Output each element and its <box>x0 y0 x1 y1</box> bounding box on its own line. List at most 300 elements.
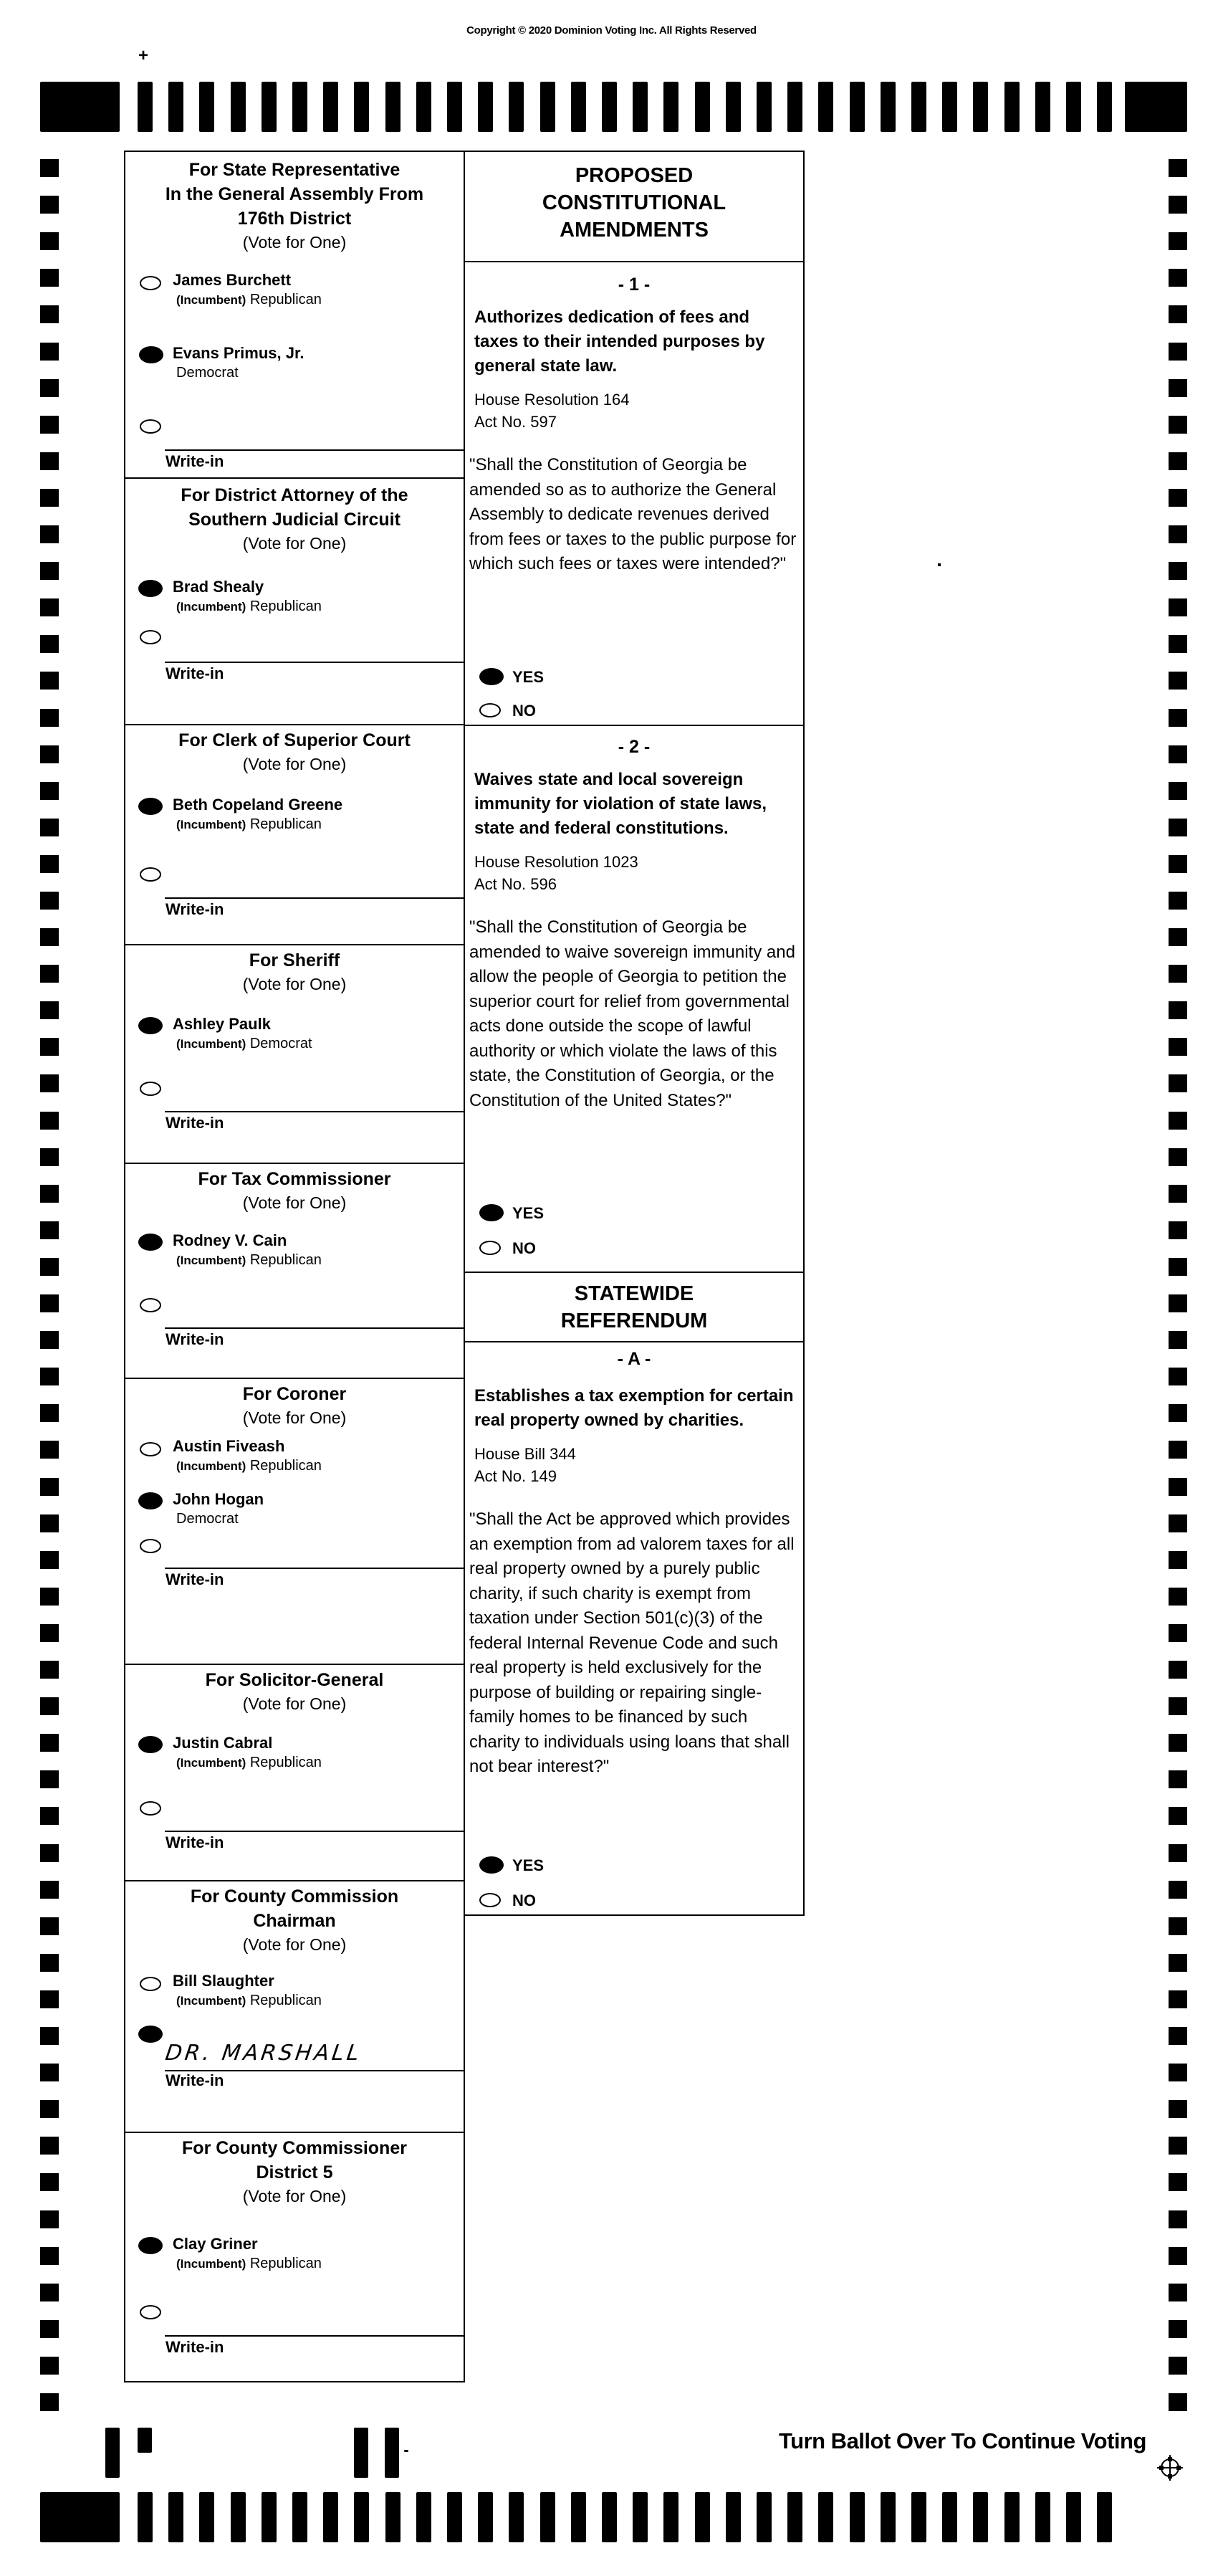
timing-mark <box>1169 2064 1187 2081</box>
write-in-label: Write-in <box>166 900 224 918</box>
timing-mark <box>726 82 741 132</box>
timing-mark <box>40 1478 59 1496</box>
timing-mark <box>40 82 120 132</box>
vote-for-instruction: (Vote for One) <box>242 1193 347 1212</box>
timing-mark <box>1169 1551 1187 1569</box>
question-reference: House Bill 344 <box>474 1445 576 1463</box>
vote-for-instruction: (Vote for One) <box>242 1408 347 1427</box>
timing-mark <box>1169 2173 1187 2191</box>
candidate-name: Beth Copeland Greene <box>173 796 343 814</box>
write-in-oval[interactable] <box>140 2305 161 2319</box>
question-reference: Act No. 149 <box>474 1467 557 1485</box>
contest-title-line: For State Representative <box>188 160 401 180</box>
question-number: - A - <box>617 1349 651 1369</box>
copyright-notice: Copyright © 2020 Dominion Voting Inc. All Rights Reserved <box>466 24 757 37</box>
timing-mark <box>973 2492 988 2542</box>
write-in-line[interactable] <box>165 662 464 663</box>
timing-mark <box>942 82 957 132</box>
timing-mark <box>1169 1074 1187 1092</box>
party-label: Republican <box>249 1252 322 1268</box>
contest-title-line: Chairman <box>253 1911 336 1931</box>
header-line: STATEWIDE <box>574 1282 694 1305</box>
timing-mark <box>40 1514 59 1532</box>
timing-mark <box>385 2428 399 2478</box>
timing-mark <box>1169 452 1187 470</box>
question-reference: House Resolution 1023 <box>474 853 638 871</box>
question-amendment-1 <box>465 261 803 725</box>
timing-mark <box>1169 1112 1187 1130</box>
timing-mark <box>40 709 59 727</box>
timing-mark <box>1035 2492 1050 2542</box>
write-in-oval[interactable] <box>140 419 161 434</box>
timing-mark <box>540 2492 555 2542</box>
option-label: YES <box>512 1856 545 1874</box>
timing-mark <box>168 2492 183 2542</box>
contest-county-commission-chairman <box>125 1880 464 2132</box>
write-in-oval[interactable] <box>140 630 161 644</box>
incumbent-label: (Incumbent) <box>176 818 246 831</box>
timing-mark <box>40 1294 59 1312</box>
timing-mark <box>911 2492 926 2542</box>
timing-mark <box>40 1661 59 1679</box>
timing-mark <box>40 2357 59 2375</box>
timing-mark <box>1169 1917 1187 1935</box>
incumbent-label: (Incumbent) <box>176 1756 246 1770</box>
incumbent-label: (Incumbent) <box>176 1459 246 1473</box>
write-in-line[interactable] <box>165 897 464 899</box>
candidate-primus <box>173 343 304 382</box>
oval-no[interactable] <box>479 1893 501 1907</box>
party-label: Republican <box>249 1993 322 2008</box>
timing-mark <box>40 2320 59 2338</box>
timing-mark <box>323 2492 338 2542</box>
timing-mark <box>40 2393 59 2411</box>
candidate-shealy <box>173 577 322 616</box>
timing-mark <box>40 2027 59 2045</box>
vote-for-instruction: (Vote for One) <box>242 534 347 553</box>
candidate-hogan <box>173 1489 264 1528</box>
contest-title-line: In the General Assembly From <box>165 184 424 204</box>
write-in-handwritten-value[interactable]: DR. MARSHALL <box>163 2041 364 2066</box>
timing-mark <box>1169 1185 1187 1203</box>
timing-mark <box>1169 2393 1187 2411</box>
timing-mark <box>40 196 59 214</box>
party-label: Republican <box>249 598 322 614</box>
candidate-oval-fiveash[interactable] <box>140 1442 161 1456</box>
oval-no[interactable] <box>479 703 501 717</box>
timing-mark <box>40 672 59 690</box>
timing-mark <box>1169 159 1187 177</box>
incumbent-label: (Incumbent) <box>176 600 246 614</box>
timing-mark <box>40 1368 59 1385</box>
write-in-oval[interactable] <box>140 867 161 882</box>
candidate-contests-column <box>124 151 465 2382</box>
candidate-greene <box>173 795 342 834</box>
timing-mark <box>199 82 214 132</box>
timing-mark <box>1169 1588 1187 1606</box>
timing-mark <box>40 965 59 983</box>
timing-mark <box>40 343 59 361</box>
candidate-oval-shealy-marked[interactable] <box>138 580 163 597</box>
timing-mark <box>1169 819 1187 836</box>
contest-title-line: For County Commissioner <box>182 2138 407 2158</box>
timing-mark <box>1169 1990 1187 2008</box>
timing-mark <box>478 2492 493 2542</box>
timing-mark <box>1169 1697 1187 1715</box>
timing-mark <box>138 82 153 132</box>
timing-mark <box>1169 1404 1187 1422</box>
timing-mark <box>973 82 988 132</box>
timing-mark <box>40 562 59 580</box>
timing-mark <box>168 82 183 132</box>
timing-mark <box>1169 2284 1187 2301</box>
timing-mark <box>1169 2320 1187 2338</box>
timing-mark <box>1035 82 1050 132</box>
timing-mark <box>1169 2247 1187 2265</box>
timing-mark <box>1169 525 1187 543</box>
timing-mark <box>404 2450 408 2452</box>
timing-mark <box>40 2210 59 2228</box>
contest-title-line: For Sheriff <box>249 950 340 970</box>
candidate-cain <box>173 1231 322 1270</box>
incumbent-label: (Incumbent) <box>176 2257 246 2271</box>
timing-mark <box>138 2492 153 2542</box>
timing-mark <box>663 82 678 132</box>
timing-mark <box>40 1074 59 1092</box>
timing-mark <box>354 2428 368 2478</box>
contest-title-line: Southern Judicial Circuit <box>188 510 401 530</box>
timing-mark <box>1066 2492 1081 2542</box>
timing-mark <box>602 2492 617 2542</box>
timing-mark <box>262 2492 277 2542</box>
incumbent-label: (Incumbent) <box>176 1037 246 1051</box>
write-in-label: Write-in <box>166 2071 224 2089</box>
timing-mark <box>40 1624 59 1642</box>
timing-mark <box>40 1697 59 1715</box>
timing-mark <box>40 1404 59 1422</box>
write-in-label: Write-in <box>166 1570 224 1588</box>
header-line: AMENDMENTS <box>560 219 709 242</box>
timing-mark <box>40 1148 59 1166</box>
header-line: CONSTITUTIONAL <box>542 191 726 214</box>
candidate-oval-slaughter[interactable] <box>140 1977 161 1991</box>
contest-district-attorney <box>125 477 464 724</box>
timing-mark <box>850 2492 865 2542</box>
timing-mark <box>385 2492 401 2542</box>
option-label: NO <box>512 1892 536 1909</box>
candidate-fiveash <box>173 1436 322 1476</box>
party-label: Republican <box>249 816 322 832</box>
timing-mark <box>40 819 59 836</box>
timing-mark <box>385 82 401 132</box>
timing-mark <box>633 82 648 132</box>
vote-for-instruction: (Vote for One) <box>242 1694 347 1713</box>
question-summary: Waives state and local sovereign immunity for violation of state laws, state and federal constitutions. <box>474 770 767 838</box>
party-label: Republican <box>249 2256 322 2271</box>
oval-yes-marked[interactable] <box>479 668 504 685</box>
write-in-oval[interactable] <box>140 1539 161 1553</box>
timing-mark <box>1004 2492 1020 2542</box>
timing-mark <box>881 82 896 132</box>
write-in-oval-marked[interactable] <box>138 2026 163 2043</box>
timing-mark <box>1169 2357 1187 2375</box>
timing-mark <box>1125 82 1187 132</box>
timing-mark <box>105 2428 120 2478</box>
timing-mark <box>1169 2210 1187 2228</box>
timing-mark <box>1169 709 1187 727</box>
candidate-oval-cabral-marked[interactable] <box>138 1736 163 1753</box>
timing-mark <box>1169 1441 1187 1459</box>
question-amendment-2 <box>465 725 803 1272</box>
question-referendum-a <box>465 1341 803 1916</box>
candidate-oval-hogan-marked[interactable] <box>138 1492 163 1509</box>
party-label: Republican <box>249 1458 322 1474</box>
timing-mark <box>1169 305 1187 323</box>
timing-mark <box>40 2137 59 2155</box>
timing-mark <box>1169 1478 1187 1496</box>
candidate-cabral <box>173 1733 322 1773</box>
timing-mark <box>1169 1331 1187 1349</box>
candidate-name: Clay Griner <box>173 2235 258 2253</box>
timing-mark <box>40 782 59 800</box>
party-label: Democrat <box>249 1036 312 1051</box>
party-label: Republican <box>249 292 322 307</box>
timing-mark <box>40 1734 59 1752</box>
contest-title-line: 176th District <box>237 209 352 229</box>
candidate-paulk <box>173 1014 312 1054</box>
timing-mark <box>942 2492 957 2542</box>
timing-mark <box>199 2492 214 2542</box>
contest-title-line: For Coroner <box>242 1384 347 1404</box>
timing-mark <box>1169 1844 1187 1862</box>
timing-mark <box>40 928 59 946</box>
timing-mark <box>1169 1038 1187 1056</box>
timing-mark <box>40 745 59 763</box>
write-in-line[interactable] <box>165 1568 464 1569</box>
timing-mark <box>540 82 555 132</box>
timing-mark <box>323 82 338 132</box>
timing-mark <box>1169 1294 1187 1312</box>
write-in-label: Write-in <box>166 2338 224 2356</box>
timing-mark <box>633 2492 648 2542</box>
timing-mark <box>138 2428 152 2453</box>
candidate-name: Bill Slaughter <box>173 1972 274 1990</box>
timing-mark <box>1169 379 1187 397</box>
timing-mark <box>1169 745 1187 763</box>
oval-yes-marked[interactable] <box>479 1204 504 1221</box>
timing-mark <box>726 2492 741 2542</box>
timing-mark <box>818 82 833 132</box>
candidate-name: Evans Primus, Jr. <box>173 344 304 362</box>
timing-mark <box>40 525 59 543</box>
candidate-name: Rodney V. Cain <box>173 1231 287 1249</box>
timing-mark <box>416 2492 431 2542</box>
write-in-oval[interactable] <box>140 1298 161 1312</box>
timing-mark <box>40 2284 59 2301</box>
option-label: YES <box>512 1204 545 1222</box>
question-summary: Establishes a tax exemption for certain real property owned by charities. <box>474 1386 794 1430</box>
timing-mark <box>40 2100 59 2118</box>
candidate-name: Brad Shealy <box>173 578 264 596</box>
timing-mark <box>602 82 617 132</box>
candidate-burchett <box>173 270 322 310</box>
incumbent-label: (Incumbent) <box>176 293 246 307</box>
write-in-line[interactable] <box>165 449 464 451</box>
option-label: YES <box>512 668 545 686</box>
candidate-name: Ashley Paulk <box>173 1015 271 1033</box>
contest-coroner <box>125 1378 464 1664</box>
timing-mark <box>1169 1148 1187 1166</box>
question-number: - 2 - <box>618 737 651 757</box>
timing-mark <box>1169 855 1187 873</box>
timing-mark <box>1066 82 1081 132</box>
timing-mark <box>1097 82 1112 132</box>
party-label: Democrat <box>176 1511 239 1527</box>
candidate-slaughter <box>173 1971 322 2010</box>
question-summary: Authorizes dedication of fees and taxes to their intended purposes by general state law. <box>474 307 765 376</box>
timing-mark <box>911 82 926 132</box>
candidate-oval-griner-marked[interactable] <box>138 2237 163 2254</box>
timing-mark <box>1169 782 1187 800</box>
timing-mark <box>447 2492 462 2542</box>
timing-mark <box>40 305 59 323</box>
contest-clerk-superior-court <box>125 724 464 944</box>
timing-mark <box>40 269 59 287</box>
timing-mark <box>40 1221 59 1239</box>
timing-mark <box>1169 1954 1187 1972</box>
question-reference: Act No. 597 <box>474 413 557 431</box>
timing-mark <box>40 2064 59 2081</box>
candidate-oval-greene-marked[interactable] <box>138 798 163 815</box>
timing-mark <box>40 452 59 470</box>
party-label: Republican <box>249 1755 322 1770</box>
timing-mark <box>40 1551 59 1569</box>
timing-mark <box>509 82 524 132</box>
timing-mark <box>509 2492 524 2542</box>
timing-mark <box>40 635 59 653</box>
question-reference: House Resolution 164 <box>474 391 630 409</box>
timing-mark <box>40 1954 59 1972</box>
question-text: "Shall the Act be approved which provides an exemption from ad valorem taxes for all real property owned by a purely public charity, if such charity is exempt from taxation under Section 501(c)(3) of the federal Internal Revenue Code and such real property is held exclusively for the purpose of building or repairing single-family homes to be financed by such charity to individuals using loans that shall not bear interest?" <box>469 1509 795 1776</box>
candidate-oval-primus-marked[interactable] <box>139 346 163 363</box>
candidate-name: James Burchett <box>173 271 292 289</box>
timing-mark <box>40 232 59 250</box>
timing-mark <box>40 1844 59 1862</box>
timing-mark <box>40 892 59 910</box>
timing-mark <box>1169 562 1187 580</box>
vote-for-instruction: (Vote for One) <box>242 233 347 252</box>
question-number: - 1 - <box>618 275 651 295</box>
contest-title-line: For Solicitor-General <box>205 1670 384 1690</box>
timing-mark <box>292 2492 307 2542</box>
candidate-name: Austin Fiveash <box>173 1437 285 1455</box>
timing-mark <box>1169 1734 1187 1752</box>
timing-mark <box>40 1331 59 1349</box>
timing-mark <box>1097 2492 1112 2542</box>
write-in-label: Write-in <box>166 452 224 470</box>
timing-mark <box>1169 635 1187 653</box>
timing-mark <box>40 1881 59 1899</box>
incumbent-label: (Incumbent) <box>176 1254 246 1267</box>
timing-mark <box>1169 965 1187 983</box>
timing-mark <box>757 82 772 132</box>
contest-sheriff <box>125 944 464 1163</box>
candidate-oval-cain-marked[interactable] <box>138 1234 163 1251</box>
timing-mark <box>1169 1001 1187 1019</box>
timing-mark <box>1004 82 1020 132</box>
contest-title-line: For County Commission <box>190 1886 399 1907</box>
oval-no[interactable] <box>479 1241 501 1255</box>
timing-mark <box>1169 2100 1187 2118</box>
timing-mark <box>1169 269 1187 287</box>
contest-title-line: For Tax Commissioner <box>198 1169 391 1189</box>
registration-plus-mark: + <box>138 46 149 65</box>
timing-mark <box>40 379 59 397</box>
contest-county-commissioner-district-5 <box>125 2132 464 2382</box>
amendments-header <box>465 152 803 261</box>
write-in-line[interactable] <box>165 1831 464 1832</box>
question-reference: Act No. 596 <box>474 875 557 893</box>
contest-tax-commissioner <box>125 1163 464 1378</box>
timing-mark <box>416 82 431 132</box>
write-in-line[interactable] <box>165 1111 464 1112</box>
timing-mark <box>40 1588 59 1606</box>
timing-mark <box>354 82 369 132</box>
write-in-label: Write-in <box>166 1833 224 1851</box>
option-label: NO <box>512 1239 536 1257</box>
timing-mark <box>40 2492 120 2542</box>
write-in-line[interactable] <box>165 2335 464 2337</box>
write-in-line[interactable] <box>165 1327 464 1329</box>
candidate-oval-burchett[interactable] <box>140 276 161 290</box>
timing-mark <box>40 416 59 434</box>
timing-mark <box>40 1112 59 1130</box>
candidate-name: Justin Cabral <box>173 1734 273 1752</box>
timing-mark <box>292 82 307 132</box>
write-in-oval[interactable] <box>140 1801 161 1816</box>
oval-yes-marked[interactable] <box>479 1856 504 1874</box>
write-in-oval[interactable] <box>140 1082 161 1096</box>
timing-mark <box>1169 1368 1187 1385</box>
timing-mark <box>354 2492 369 2542</box>
timing-mark <box>1169 232 1187 250</box>
candidate-oval-paulk-marked[interactable] <box>138 1017 163 1034</box>
timing-mark <box>787 2492 802 2542</box>
option-label: NO <box>512 702 536 720</box>
contest-title-line: District 5 <box>256 2162 333 2183</box>
question-text: "Shall the Constitution of Georgia be amended so as to authorize the General Assembly to dedicate revenues derived from fees or taxes to the public purpose for which such fees or taxes were intended?" <box>469 455 797 573</box>
candidate-griner <box>173 2234 322 2274</box>
timing-mark <box>571 82 586 132</box>
timing-mark <box>1169 196 1187 214</box>
vote-for-instruction: (Vote for One) <box>242 1935 347 1954</box>
timing-mark <box>1169 598 1187 616</box>
timing-mark <box>1169 2027 1187 2045</box>
vote-for-instruction: (Vote for One) <box>242 2187 347 2205</box>
timing-mark <box>1169 928 1187 946</box>
timing-mark <box>40 1990 59 2008</box>
timing-mark <box>1169 2137 1187 2155</box>
timing-mark <box>1169 343 1187 361</box>
timing-mark <box>1169 489 1187 507</box>
timing-mark <box>231 82 246 132</box>
write-in-label: Write-in <box>166 1330 224 1348</box>
candidate-name: John Hogan <box>173 1490 264 1508</box>
timing-mark <box>40 1001 59 1019</box>
timing-mark <box>40 1258 59 1276</box>
timing-mark <box>40 1038 59 1056</box>
timing-mark <box>40 1770 59 1788</box>
